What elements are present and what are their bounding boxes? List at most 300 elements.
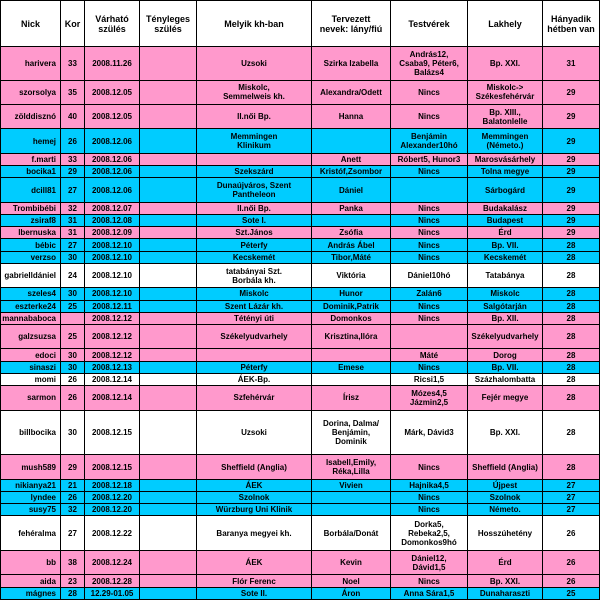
week-cell: 25 — [543, 587, 600, 599]
siblings-cell: Nincs — [391, 227, 468, 239]
table-row — [1, 239, 600, 251]
nick-cell: momi — [1, 373, 61, 385]
siblings-cell: Ricsi1,5 — [391, 373, 468, 385]
residence-cell: Miskolc-> Székesfehérvár — [468, 80, 543, 104]
planned-names-cell — [312, 504, 391, 516]
age-cell: 30 — [61, 288, 85, 300]
nick-cell: billbocika — [1, 410, 61, 455]
expected-birth-cell: 2008.12.20 — [85, 504, 140, 516]
actual-birth-header: Tényleges szülés — [140, 1, 197, 47]
table-row — [1, 491, 600, 503]
planned-names-cell: Zsófia — [312, 227, 391, 239]
age-cell: 26 — [61, 373, 85, 385]
week-cell: 28 — [543, 324, 600, 348]
table-row — [1, 479, 600, 491]
siblings-cell: Márk, Dávid3 — [391, 410, 468, 455]
hospital-cell: Würzburg Uni Klinik — [197, 504, 312, 516]
hospital-cell: Péterfy — [197, 239, 312, 251]
planned-names-cell: Borbála/Donát — [312, 516, 391, 551]
siblings-cell — [391, 178, 468, 202]
siblings-cell: Dániel10hó — [391, 263, 468, 287]
actual-birth-cell — [140, 551, 197, 575]
hospital-cell: Szolnok — [197, 491, 312, 503]
residence-cell: Bp. XIII., Balatonlelle — [468, 105, 543, 129]
actual-birth-cell — [140, 227, 197, 239]
planned-names-cell — [312, 349, 391, 361]
age-cell: 25 — [61, 300, 85, 312]
week-cell: 29 — [543, 129, 600, 153]
table-row — [1, 349, 600, 361]
age-cell: 35 — [61, 80, 85, 104]
planned-names-cell: Noel — [312, 575, 391, 587]
siblings-cell: Zalán6 — [391, 288, 468, 300]
week-cell: 28 — [543, 288, 600, 300]
expected-birth-cell: 12.29-01.05 — [85, 587, 140, 599]
siblings-cell: Nincs — [391, 215, 468, 227]
table-row — [1, 166, 600, 178]
week-cell: 29 — [543, 105, 600, 129]
nick-header: Nick — [1, 1, 61, 47]
hospital-cell: ÁEK — [197, 479, 312, 491]
week-cell: 28 — [543, 410, 600, 455]
actual-birth-cell — [140, 80, 197, 104]
nick-cell: bébic — [1, 239, 61, 251]
actual-birth-cell — [140, 47, 197, 81]
table-row — [1, 300, 600, 312]
table-row — [1, 47, 600, 81]
age-cell: 24 — [61, 263, 85, 287]
table-row — [1, 129, 600, 153]
table-row — [1, 105, 600, 129]
planned-names-cell — [312, 373, 391, 385]
age-cell: 31 — [61, 227, 85, 239]
nick-cell: edoci — [1, 349, 61, 361]
nick-cell: dcill81 — [1, 178, 61, 202]
age-cell: 30 — [61, 349, 85, 361]
expected-birth-header: Várható szülés — [85, 1, 140, 47]
planned-names-cell: Dorina, Dalma/ Benjámin, Dominik — [312, 410, 391, 455]
table-row — [1, 386, 600, 410]
planned-names-cell: Dominik,Patrik — [312, 300, 391, 312]
table-row — [1, 551, 600, 575]
residence-cell: Érd — [468, 551, 543, 575]
age-cell: 32 — [61, 504, 85, 516]
residence-cell: Bp. XXI. — [468, 410, 543, 455]
expected-birth-cell: 2008.12.12 — [85, 349, 140, 361]
age-cell: 26 — [61, 491, 85, 503]
siblings-cell: Nincs — [391, 300, 468, 312]
actual-birth-cell — [140, 288, 197, 300]
planned-names-header: Tervezett nevek: lány/fiú — [312, 1, 391, 47]
planned-names-cell — [312, 129, 391, 153]
planned-names-cell: Dániel — [312, 178, 391, 202]
table-row — [1, 324, 600, 348]
actual-birth-cell — [140, 479, 197, 491]
actual-birth-cell — [140, 410, 197, 455]
week-cell: 28 — [543, 239, 600, 251]
hospital-cell: Miskolc, Semmelweis kh. — [197, 80, 312, 104]
nick-cell: hemej — [1, 129, 61, 153]
siblings-cell: Máté — [391, 349, 468, 361]
table-row — [1, 587, 600, 599]
table-row — [1, 215, 600, 227]
week-cell: 29 — [543, 215, 600, 227]
hospital-cell: ÁEK-Bp. — [197, 373, 312, 385]
siblings-cell: Nincs — [391, 504, 468, 516]
siblings-cell: Róbert5, Hunor3 — [391, 153, 468, 165]
residence-cell: Újpest — [468, 479, 543, 491]
age-cell: 33 — [61, 47, 85, 81]
actual-birth-cell — [140, 516, 197, 551]
siblings-cell: Anna Sára1,5 — [391, 587, 468, 599]
table-row — [1, 263, 600, 287]
table-row — [1, 575, 600, 587]
age-cell: 40 — [61, 105, 85, 129]
age-cell: 21 — [61, 479, 85, 491]
nick-cell: mannababoca — [1, 312, 61, 324]
expected-birth-cell: 2008.12.07 — [85, 202, 140, 214]
week-cell: 28 — [543, 361, 600, 373]
planned-names-cell: Szirka Izabella — [312, 47, 391, 81]
age-cell: 38 — [61, 551, 85, 575]
expected-birth-cell: 2008.12.06 — [85, 153, 140, 165]
nick-cell: f.marti — [1, 153, 61, 165]
siblings-cell: Mózes4,5 Jázmin2,5 — [391, 386, 468, 410]
week-cell: 29 — [543, 153, 600, 165]
nick-cell: Trombibébi — [1, 202, 61, 214]
week-cell: 27 — [543, 491, 600, 503]
residence-cell: Sárbogárd — [468, 178, 543, 202]
residence-cell: Miskolc — [468, 288, 543, 300]
hospital-cell: tatabányai Szt. Borbála kh. — [197, 263, 312, 287]
residence-cell: Dunaharaszti — [468, 587, 543, 599]
nick-cell: szeles4 — [1, 288, 61, 300]
expected-birth-cell: 2008.11.26 — [85, 47, 140, 81]
hospital-cell: II.női Bp. — [197, 105, 312, 129]
expected-birth-cell: 2008.12.14 — [85, 386, 140, 410]
actual-birth-cell — [140, 263, 197, 287]
age-cell: 29 — [61, 166, 85, 178]
hospital-header: Melyik kh-ban — [197, 1, 312, 47]
expected-birth-cell: 2008.12.10 — [85, 251, 140, 263]
expected-birth-cell: 2008.12.15 — [85, 410, 140, 455]
hospital-cell: ÁEK — [197, 551, 312, 575]
hospital-cell: Sheffield (Anglia) — [197, 455, 312, 479]
residence-cell: Dorog — [468, 349, 543, 361]
residence-cell: Tolna megye — [468, 166, 543, 178]
expected-birth-cell: 2008.12.28 — [85, 575, 140, 587]
hospital-cell: Uzsoki — [197, 47, 312, 81]
actual-birth-cell — [140, 575, 197, 587]
planned-names-cell: Panka — [312, 202, 391, 214]
hospital-cell: Sote I. — [197, 215, 312, 227]
residence-cell: Tatabánya — [468, 263, 543, 287]
planned-names-cell: Hunor — [312, 288, 391, 300]
age-cell: 26 — [61, 129, 85, 153]
nick-cell: mush589 — [1, 455, 61, 479]
age-cell: 30 — [61, 361, 85, 373]
expected-birth-cell: 2008.12.14 — [85, 373, 140, 385]
week-cell: 29 — [543, 202, 600, 214]
table-row — [1, 202, 600, 214]
residence-cell: Memmingen (Németo.) — [468, 129, 543, 153]
hospital-cell — [197, 349, 312, 361]
week-cell: 28 — [543, 251, 600, 263]
nick-cell: zölddisznó — [1, 105, 61, 129]
nick-cell: lyndee — [1, 491, 61, 503]
age-cell: 30 — [61, 251, 85, 263]
table-row — [1, 516, 600, 551]
table-row — [1, 455, 600, 479]
expected-birth-cell: 2008.12.24 — [85, 551, 140, 575]
table-row — [1, 153, 600, 165]
hospital-cell: Tétényi úti — [197, 312, 312, 324]
hospital-cell — [197, 153, 312, 165]
week-header: Hányadik hétben van — [543, 1, 600, 47]
actual-birth-cell — [140, 202, 197, 214]
actual-birth-cell — [140, 361, 197, 373]
nick-cell: gabrielldániel — [1, 263, 61, 287]
siblings-cell: Nincs — [391, 312, 468, 324]
planned-names-cell — [312, 491, 391, 503]
siblings-cell: Nincs — [391, 455, 468, 479]
actual-birth-cell — [140, 153, 197, 165]
hospital-cell: Szent Lázár kh. — [197, 300, 312, 312]
expected-birth-cell: 2008.12.12 — [85, 312, 140, 324]
expected-birth-cell: 2008.12.06 — [85, 178, 140, 202]
planned-names-cell: Hanna — [312, 105, 391, 129]
nick-cell: szorsolya — [1, 80, 61, 104]
actual-birth-cell — [140, 504, 197, 516]
residence-cell: Érd — [468, 227, 543, 239]
week-cell: 28 — [543, 373, 600, 385]
week-cell: 27 — [543, 479, 600, 491]
residence-cell: Kecskemét — [468, 251, 543, 263]
residence-cell: Hosszúhetény — [468, 516, 543, 551]
siblings-cell — [391, 324, 468, 348]
siblings-cell: Nincs — [391, 80, 468, 104]
planned-names-cell: Viktória — [312, 263, 391, 287]
week-cell: 28 — [543, 455, 600, 479]
hospital-cell: Szt.János — [197, 227, 312, 239]
residence-cell: Szolnok — [468, 491, 543, 503]
actual-birth-cell — [140, 386, 197, 410]
hospital-cell: Szekszárd — [197, 166, 312, 178]
siblings-cell: Hajnika4,5 — [391, 479, 468, 491]
expected-birth-cell: 2008.12.13 — [85, 361, 140, 373]
hospital-cell: II.női Bp. — [197, 202, 312, 214]
age-cell: 27 — [61, 516, 85, 551]
planned-names-cell: Írisz — [312, 386, 391, 410]
expected-birth-cell: 2008.12.12 — [85, 324, 140, 348]
age-header: Kor — [61, 1, 85, 47]
actual-birth-cell — [140, 105, 197, 129]
actual-birth-cell — [140, 129, 197, 153]
age-cell: 23 — [61, 575, 85, 587]
planned-names-cell: Domonkos — [312, 312, 391, 324]
week-cell: 28 — [543, 263, 600, 287]
nick-cell: mágnes — [1, 587, 61, 599]
table-body — [1, 47, 600, 600]
week-cell: 26 — [543, 551, 600, 575]
table-row — [1, 80, 600, 104]
siblings-cell: Nincs — [391, 251, 468, 263]
residence-cell: Németo. — [468, 504, 543, 516]
siblings-cell: Nincs — [391, 491, 468, 503]
planned-names-cell: Emese — [312, 361, 391, 373]
table-row — [1, 504, 600, 516]
hospital-cell: Uzsoki — [197, 410, 312, 455]
nick-cell: galzsuzsa — [1, 324, 61, 348]
expected-birth-cell: 2008.12.10 — [85, 239, 140, 251]
actual-birth-cell — [140, 166, 197, 178]
planned-names-cell: Kevin — [312, 551, 391, 575]
nick-cell: fehéralma — [1, 516, 61, 551]
actual-birth-cell — [140, 455, 197, 479]
planned-names-cell: Tibor,Máté — [312, 251, 391, 263]
residence-header: Lakhely — [468, 1, 543, 47]
hospital-cell: Péterfy — [197, 361, 312, 373]
planned-names-cell: Alexandra/Odett — [312, 80, 391, 104]
week-cell: 28 — [543, 349, 600, 361]
table-row — [1, 373, 600, 385]
age-cell: 25 — [61, 324, 85, 348]
planned-names-cell: Kristóf,Zsombor — [312, 166, 391, 178]
actual-birth-cell — [140, 251, 197, 263]
actual-birth-cell — [140, 349, 197, 361]
age-cell: 27 — [61, 239, 85, 251]
residence-cell: Bp. VII. — [468, 239, 543, 251]
residence-cell: Bp. XXI. — [468, 47, 543, 81]
week-cell: 29 — [543, 227, 600, 239]
actual-birth-cell — [140, 491, 197, 503]
actual-birth-cell — [140, 300, 197, 312]
nick-cell: aida — [1, 575, 61, 587]
week-cell: 31 — [543, 47, 600, 81]
expected-birth-cell: 2008.12.05 — [85, 105, 140, 129]
residence-cell: Bp. XXI. — [468, 575, 543, 587]
nick-cell: eszterke24 — [1, 300, 61, 312]
siblings-cell: Nincs — [391, 575, 468, 587]
expected-birth-cell: 2008.12.10 — [85, 263, 140, 287]
expected-birth-cell: 2008.12.10 — [85, 288, 140, 300]
siblings-cell: Nincs — [391, 361, 468, 373]
actual-birth-cell — [140, 324, 197, 348]
hospital-cell: Flór Ferenc — [197, 575, 312, 587]
table-row — [1, 251, 600, 263]
residence-cell: Salgótarján — [468, 300, 543, 312]
nick-cell: verzso — [1, 251, 61, 263]
residence-cell: Bp. XII. — [468, 312, 543, 324]
planned-names-cell: Isabell,Emily, Réka,Lilla — [312, 455, 391, 479]
residence-cell: Százhalombatta — [468, 373, 543, 385]
residence-cell: Fejér megye — [468, 386, 543, 410]
expected-birth-cell: 2008.12.06 — [85, 166, 140, 178]
planned-names-cell: Áron — [312, 587, 391, 599]
planned-names-cell: Vivien — [312, 479, 391, 491]
residence-cell: Marosvásárhely — [468, 153, 543, 165]
age-cell: 29 — [61, 455, 85, 479]
table-row — [1, 178, 600, 202]
hospital-cell: Dunaújváros, Szent Pantheleon — [197, 178, 312, 202]
table-row — [1, 361, 600, 373]
week-cell: 28 — [543, 300, 600, 312]
expected-birth-cell: 2008.12.09 — [85, 227, 140, 239]
nick-cell: sinaszi — [1, 361, 61, 373]
table-row — [1, 410, 600, 455]
siblings-cell: Nincs — [391, 239, 468, 251]
hospital-cell: Szfehérvár — [197, 386, 312, 410]
nick-cell: susy75 — [1, 504, 61, 516]
siblings-cell: Benjámin Alexander10hó — [391, 129, 468, 153]
header-row — [1, 1, 600, 47]
week-cell: 29 — [543, 178, 600, 202]
week-cell: 29 — [543, 166, 600, 178]
week-cell: 27 — [543, 504, 600, 516]
actual-birth-cell — [140, 178, 197, 202]
residence-cell: Budakalász — [468, 202, 543, 214]
table-row — [1, 227, 600, 239]
actual-birth-cell — [140, 373, 197, 385]
planned-names-cell — [312, 215, 391, 227]
week-cell: 28 — [543, 386, 600, 410]
expected-birth-cell: 2008.12.06 — [85, 129, 140, 153]
age-cell: 28 — [61, 587, 85, 599]
age-cell: 26 — [61, 386, 85, 410]
week-cell: 29 — [543, 80, 600, 104]
actual-birth-cell — [140, 312, 197, 324]
nick-cell: lbernuska — [1, 227, 61, 239]
siblings-cell: Nincs — [391, 105, 468, 129]
week-cell: 26 — [543, 516, 600, 551]
expected-birth-cell: 2008.12.18 — [85, 479, 140, 491]
expected-birth-cell: 2008.12.15 — [85, 455, 140, 479]
nick-cell: bb — [1, 551, 61, 575]
nick-cell: bocika1 — [1, 166, 61, 178]
expected-birth-cell: 2008.12.05 — [85, 80, 140, 104]
residence-cell: Sheffield (Anglia) — [468, 455, 543, 479]
table-row — [1, 288, 600, 300]
siblings-cell: András12, Csaba9, Péter6, Balázs4 — [391, 47, 468, 81]
nick-cell: harivera — [1, 47, 61, 81]
residence-cell: Budapest — [468, 215, 543, 227]
hospital-cell: Székelyudvarhely — [197, 324, 312, 348]
age-cell — [61, 312, 85, 324]
siblings-cell: Nincs — [391, 202, 468, 214]
age-cell: 27 — [61, 178, 85, 202]
planned-names-cell: Krisztina,Ilóra — [312, 324, 391, 348]
expected-birth-cell: 2008.12.22 — [85, 516, 140, 551]
week-cell: 26 — [543, 575, 600, 587]
nick-cell: zsiraf8 — [1, 215, 61, 227]
expected-birth-cell: 2008.12.08 — [85, 215, 140, 227]
siblings-cell: Nincs — [391, 166, 468, 178]
week-cell: 28 — [543, 312, 600, 324]
age-cell: 31 — [61, 215, 85, 227]
age-cell: 33 — [61, 153, 85, 165]
age-cell: 32 — [61, 202, 85, 214]
residence-cell: Székelyudvarhely — [468, 324, 543, 348]
table-row — [1, 312, 600, 324]
hospital-cell: Kecskemét — [197, 251, 312, 263]
actual-birth-cell — [140, 239, 197, 251]
nick-cell: sarmon — [1, 386, 61, 410]
residence-cell: Bp. VII. — [468, 361, 543, 373]
actual-birth-cell — [140, 215, 197, 227]
planned-names-cell: András Ábel — [312, 239, 391, 251]
expected-birth-cell: 2008.12.11 — [85, 300, 140, 312]
hospital-cell: Memmingen Klinikum — [197, 129, 312, 153]
